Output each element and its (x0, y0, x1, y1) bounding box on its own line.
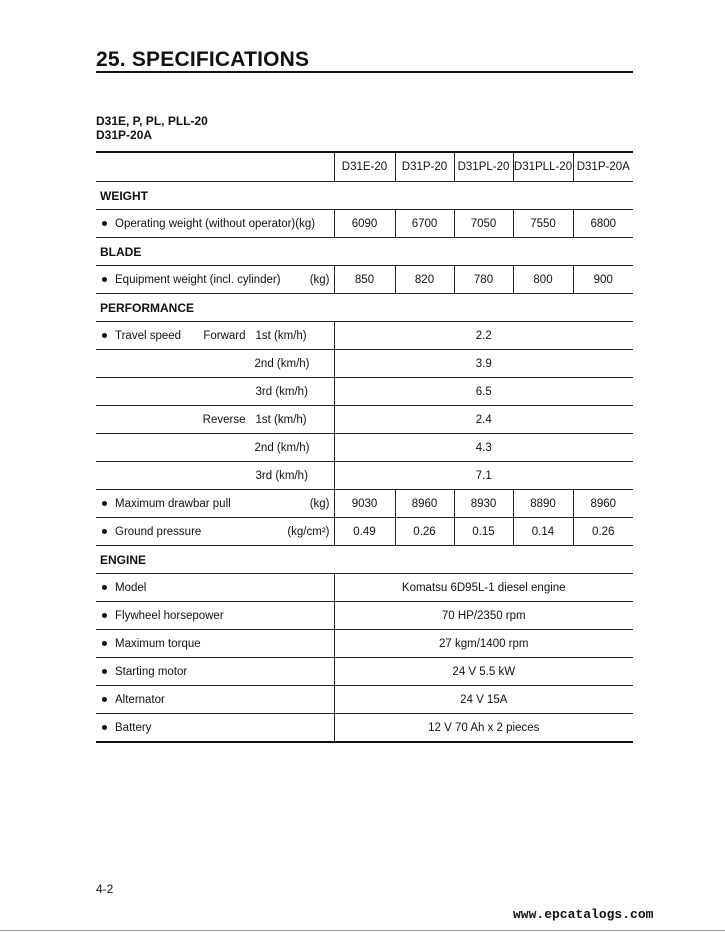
row-label (96, 630, 334, 658)
equipment-weight-label: Equipment weight (incl. cylinder) (115, 273, 281, 286)
column-header: D31P-20A (573, 152, 633, 182)
table-row (96, 490, 633, 518)
page-title: 25. SPECIFICATIONS (96, 48, 310, 71)
cell-value: 8960 (573, 490, 633, 518)
cell-value: 800 (513, 266, 573, 294)
row-label (96, 686, 334, 714)
header-blank (96, 152, 334, 182)
bullet-icon (102, 221, 107, 226)
ground-pressure-label: Ground pressure (115, 525, 202, 538)
table-row (96, 630, 633, 658)
gear-label: 2nd (km/h) (254, 441, 310, 454)
column-header: D31PLL-20 (513, 152, 573, 182)
page-number: 4-2 (96, 882, 114, 896)
reverse-label: Reverse (202, 413, 246, 426)
bullet-icon (102, 697, 107, 702)
section-weight (96, 182, 633, 210)
cell-value: 900 (573, 266, 633, 294)
span-value: 12 V 70 Ah x 2 pieces (334, 714, 633, 743)
unit-label: (kg/cm²) (287, 525, 330, 538)
cell-value: 8890 (513, 490, 573, 518)
specifications-table (96, 151, 633, 743)
gear-label: 1st (km/h) (255, 413, 307, 426)
bullet-icon (102, 585, 107, 590)
column-header: D31PL-20 (454, 152, 513, 182)
row-label (96, 406, 334, 434)
column-header: D31E-20 (334, 152, 395, 182)
table-row (96, 714, 633, 743)
section-blade (96, 238, 633, 266)
section-heading: WEIGHT (96, 182, 633, 210)
cell-value: 850 (334, 266, 395, 294)
maximum-torque-label: Maximum torque (115, 637, 201, 650)
row-label (96, 602, 334, 630)
unit-label: (kg) (309, 273, 330, 286)
forward-label: Forward (203, 329, 246, 342)
cell-value: 6800 (573, 210, 633, 238)
bullet-icon (102, 613, 107, 618)
span-value: 6.5 (334, 378, 633, 406)
column-header-row (96, 152, 633, 182)
span-value: 2.2 (334, 322, 633, 350)
table-row (96, 658, 633, 686)
bullet-icon (102, 725, 107, 730)
flywheel-horsepower-label: Flywheel horsepower (115, 609, 224, 622)
bullet-icon (102, 333, 107, 338)
cell-value: 6700 (395, 210, 454, 238)
bullet-icon (102, 641, 107, 646)
section-heading: ENGINE (96, 546, 633, 574)
engine-model-label: Model (115, 581, 147, 594)
alternator-label: Alternator (115, 693, 165, 706)
column-header: D31P-20 (395, 152, 454, 182)
bullet-icon (102, 669, 107, 674)
gear-label: 2nd (km/h) (254, 357, 310, 370)
table-row (96, 378, 633, 406)
gear-label: 3rd (km/h) (255, 385, 308, 398)
span-value: 27 kgm/1400 rpm (334, 630, 633, 658)
models-line-2: D31P-20A (96, 128, 153, 142)
span-value: 2.4 (334, 406, 633, 434)
row-label (96, 462, 334, 490)
bottom-rule (0, 930, 725, 931)
models-line-1: D31E, P, PL, PLL-20 (96, 114, 208, 128)
table-row (96, 574, 633, 602)
cell-value: 0.15 (454, 518, 513, 546)
section-engine (96, 546, 633, 574)
drawbar-pull-label: Maximum drawbar pull (115, 497, 231, 510)
unit-label: (kg) (309, 497, 330, 510)
row-label (96, 574, 334, 602)
span-value: 3.9 (334, 350, 633, 378)
span-value: 24 V 15A (334, 686, 633, 714)
row-label (96, 322, 334, 350)
span-value: 4.3 (334, 434, 633, 462)
bullet-icon (102, 501, 107, 506)
span-value: 24 V 5.5 kW (334, 658, 633, 686)
row-label (96, 266, 334, 294)
travel-speed-label: Travel speed (115, 329, 182, 342)
bullet-icon (102, 277, 107, 282)
table-row (96, 686, 633, 714)
table-row (96, 518, 633, 546)
table-row (96, 210, 633, 238)
table-row (96, 462, 633, 490)
row-label (96, 714, 334, 743)
table-row (96, 434, 633, 462)
table-row (96, 602, 633, 630)
row-label (96, 658, 334, 686)
gear-label: 3rd (km/h) (255, 469, 308, 482)
operating-weight-label: Operating weight (without operator)(kg) (115, 217, 316, 230)
table-row (96, 266, 633, 294)
section-heading: PERFORMANCE (96, 294, 633, 322)
cell-value: 8930 (454, 490, 513, 518)
cell-value: 0.26 (395, 518, 454, 546)
span-value: 7.1 (334, 462, 633, 490)
gear-label: 1st (km/h) (255, 329, 307, 342)
row-label (96, 518, 334, 546)
row-label (96, 378, 334, 406)
row-label (96, 434, 334, 462)
section-heading: BLADE (96, 238, 633, 266)
cell-value: 8960 (395, 490, 454, 518)
battery-label: Battery (115, 721, 152, 734)
cell-value: 0.49 (334, 518, 395, 546)
cell-value: 6090 (334, 210, 395, 238)
cell-value: 7050 (454, 210, 513, 238)
table-row (96, 350, 633, 378)
section-performance (96, 294, 633, 322)
starting-motor-label: Starting motor (115, 665, 188, 678)
table-row (96, 406, 633, 434)
watermark: www.epcatalogs.com (513, 907, 654, 922)
cell-value: 0.26 (573, 518, 633, 546)
row-label (96, 210, 334, 238)
cell-value: 7550 (513, 210, 573, 238)
cell-value: 820 (395, 266, 454, 294)
cell-value: 0.14 (513, 518, 573, 546)
span-value: 70 HP/2350 rpm (334, 602, 633, 630)
bullet-icon (102, 529, 107, 534)
row-label (96, 350, 334, 378)
title-rule (96, 71, 633, 73)
model-list (96, 114, 208, 142)
cell-value: 780 (454, 266, 513, 294)
cell-value: 9030 (334, 490, 395, 518)
row-label (96, 490, 334, 518)
table-row (96, 322, 633, 350)
span-value: Komatsu 6D95L-1 diesel engine (334, 574, 633, 602)
